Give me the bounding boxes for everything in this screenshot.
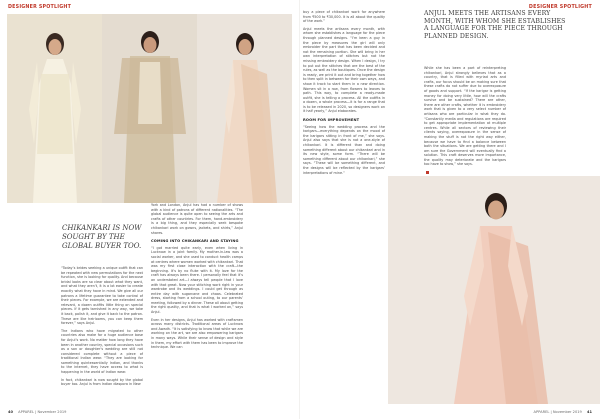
- subhead: COMING INTO CHIKANKARI AND STAYING: [151, 239, 239, 244]
- footer-text: APPAREL | November 2019: [18, 410, 67, 414]
- model-photo-3: [197, 14, 292, 203]
- right-column-2: [424, 66, 506, 175]
- left-column-1: [61, 266, 143, 390]
- paragraph: “Today’s brides seeking a unique outfit that can be repeated with new permutations for the next function, she is looking for quality. And because bridal looks are so clear about what they want, and what they aren’t, it is a lot easier to create exactly what they have in mind. We give all our patrons a lifetime guarantee to take control of their pieces. For example, we are extended and relevant, a dozen outfits little thing on special pieces. If it gets tarnished in any way, we take it back, polish it, and give it back to the patron. These are like heirlooms, you can keep them forever,” says Anjul.: [61, 266, 143, 326]
- section-tag: DESIGNER SPOTLIGHT: [8, 5, 72, 10]
- paragraph: Even in her designs, Anjul has worked with craftsmen across many districts. Traditional areas of Lucknow and Awadh. “It is satisfying to know that while we are working on the art, we are also empowering karigars in many ways. While their sense of design and style in them, my effort with them has been to improve the technique. We can: [151, 317, 243, 350]
- paragraph: In fact, chikankari is now sought by the global buyer too. Anjul is from Indian diaspora in New: [61, 377, 143, 387]
- paragraph: While she has been a part of reinterpreting chikankari, Anjul strongly believes that as a country, that is filled with myriad arts and crafts, our focus should be on making sure that these crafts do not suffer due to overexposure of goods and support. “If the karigar is getting money for doing very little, how will the crafts survive and be sustained? There are other, there are other crafts, whether it is embroidery work that is given to a very select number of artisans who are particular in what they do. “Constantly media and regulations are required to get appropriate implementation at multiple centres. While all sectors of reviewing their clients saying, overexposure in the sense of making the stuff is not the right way either, because we have to find a balance between both the situations. We are getting there and I am sure the Government will eventually find a solution. This craft deserves more importance, the quality may deteriorate and the karigars too have to show,” she says.: [424, 66, 506, 167]
- model-photo-2: [102, 14, 197, 203]
- page-number: 41: [586, 410, 592, 414]
- model-photo-1: [7, 14, 102, 203]
- pull-quote: ANJUL MEETS THE ARTISANS EVERY MONTH, WITH WHOM SHE ESTABLISHES A LANGUAGE FOR THE PIECE THROUGH PLANNED DESIGN.: [424, 10, 566, 40]
- paragraph: The Indians who have migrated to other countries also make for a huge audience base for Anjul’s work. No matter how long they have been in another country, special occasions such as a son or daughter’s wedding are still not considered complete without a piece of traditional Indian wear. “They are looking for something quintessentially Indian, and thanks to the internet, they have access to what is happening in the world of Indian wear.: [61, 328, 143, 375]
- paragraph: buy a piece of chikankari work for anywhere from ₹500 to ₹30,000. It is all about the quality of the work.”: [303, 10, 385, 24]
- page-number: 40: [8, 410, 14, 414]
- right-column-1: [303, 10, 385, 178]
- end-mark: [426, 171, 429, 174]
- paragraph: “Seeing how the wedding process and the karigars—everything depends on the mood of the karigars sitting in front of me,” she says. Anjul also says that she is not a one-style of chikankari. It is different than and doing something different about our chikankari and in its new style, some form. “There will be something different about our chikankari,” she says. “These will be something different, and the designs will be reflected by the karigars’ interpretations of mine.”: [303, 124, 385, 175]
- paragraph: York and London, Anjul has had a number of shows with a kind of patrons of different nationalities. “The global audience is quite open to seeing the arts and crafts of other countries. For them, hand-embroidery is a big thing, and they especially seek bespoke chikankari work on gowns, jackets, and shirts,” Anjul shares.: [151, 203, 243, 235]
- paragraph: “I got married quite early, even when living in Lucknow in a joint family. My mother-in-law was a social worker, and she used to conduct health camps at centres where women worked with chikankari. That was my first close interaction with the craft—the beginning. It’s by no fluke with it. My love for the craft has always been there. I personally feel that it’s an understated art—I always tell people that I love with that great. Now your stitching work right in your wardrobe and its weddings. I could get through as entire day with sugarcane and chaas. Celebrated dress, starting from a school outing, to our parents’ meeting, followed by a dinner. These all about getting the right quality, and that is what I worked on,” says Anjul.: [151, 245, 243, 315]
- paragraph: Anjul meets the artisans every month, with whom she establishes a language for the piece through planned designs. “I’m keen a guy in the piece by measures the girl will only embroider the part that has been decided and not the remaining portion. She will bring in her own interpretation of stitches but not the missing embroidery design. When I design, I try to put out the stitches that are the best of the rules, as well as the boutiques. Once the design is ready, we print it out and bring together how to then split in between for their own ways, and show it track to start them in a new direction. Women sit in a row, from flowers to leaves to path. This way, to complete a ready-made outfit, she is telling a process. All the outfits in a dozen, a whole process—it is for a range that is to be released in 2020, so designers work on it half yearly,” Anjul elaborates.: [303, 26, 385, 114]
- subhead: ROOM FOR IMPROVEMENT: [303, 118, 360, 123]
- section-tag: DESIGNER SPOTLIGHT: [528, 5, 592, 10]
- footer: [534, 410, 592, 414]
- model-photo-4: [388, 176, 600, 404]
- footer-text: APPAREL | November 2019: [533, 410, 582, 414]
- left-column-2: [151, 203, 243, 353]
- pull-quote: CHIKANKARI IS NOW SOUGHT BY THE GLOBAL BUYER TOO.: [62, 224, 142, 250]
- footer: [8, 410, 66, 414]
